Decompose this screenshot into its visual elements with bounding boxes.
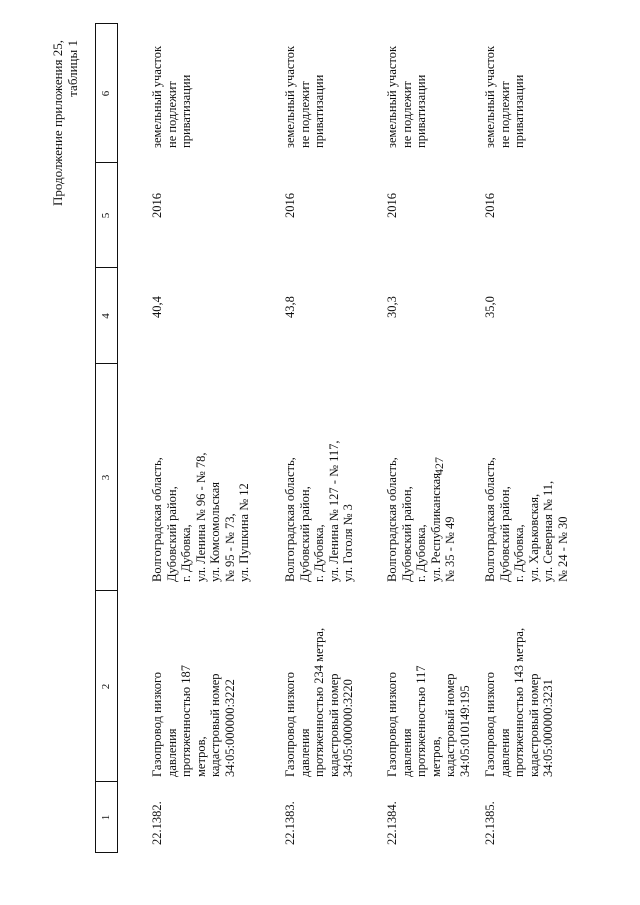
address-line: № 35 - № 49 bbox=[443, 516, 457, 582]
note-line: приватизации bbox=[179, 74, 193, 148]
address-line: № 95 - № 73, bbox=[222, 513, 237, 582]
note-line: земельный участок bbox=[385, 45, 399, 148]
object-name bbox=[283, 622, 356, 777]
continuation-line-2: таблицы 1 bbox=[65, 40, 80, 97]
note-line: земельный участок bbox=[150, 45, 164, 148]
name-line: 34:05:010149:195 bbox=[457, 685, 472, 777]
name-line: 34:05:000000:3222 bbox=[222, 679, 237, 777]
address-line: ул. Гоголя № 3 bbox=[341, 504, 355, 582]
object-address bbox=[283, 367, 356, 582]
object-year: 2016 bbox=[483, 193, 497, 218]
object-value: 35,0 bbox=[483, 296, 497, 318]
name-line: кадастровый номер bbox=[443, 673, 457, 777]
address-line: г. Дубовка, bbox=[179, 524, 193, 582]
note-line: земельный участок bbox=[283, 45, 297, 148]
column-header-4: 4 bbox=[100, 313, 112, 319]
address-line: ул. Республиканская bbox=[428, 473, 443, 582]
note-line: не подлежит bbox=[297, 81, 312, 148]
note-line: приватизации bbox=[512, 74, 526, 148]
object-note bbox=[150, 33, 194, 148]
address-line: Волгоградская область, bbox=[283, 457, 297, 582]
address-line: Волгоградская область, bbox=[150, 457, 164, 582]
address-line: ул. Комсомольская bbox=[208, 481, 222, 582]
name-line: протяженностью 187 метров, bbox=[179, 665, 208, 777]
column-header-5: 5 bbox=[100, 212, 112, 219]
address-line: г. Дубовка, bbox=[512, 524, 526, 582]
object-note bbox=[283, 33, 327, 148]
row-number: 22.1385. bbox=[483, 801, 497, 845]
address-line: Волгоградская область, bbox=[385, 457, 399, 582]
object-name bbox=[483, 622, 556, 777]
name-line: Газопровод низкого давления bbox=[483, 671, 512, 777]
column-header-2: 2 bbox=[100, 683, 112, 690]
name-line: кадастровый номер bbox=[326, 673, 341, 777]
object-value: 40,4 bbox=[150, 296, 164, 318]
object-note bbox=[483, 33, 527, 148]
address-line: ул. Ленина № 127 - № 117, bbox=[326, 440, 341, 582]
name-line: протяженностью 117 метров, bbox=[414, 665, 443, 777]
name-line: 34:05:000000:3231 bbox=[541, 679, 555, 777]
object-year: 2016 bbox=[150, 193, 164, 218]
address-line: Дубовский район, bbox=[399, 486, 414, 582]
address-line: ул. Северная № 11, bbox=[541, 480, 555, 582]
page-number: 427 bbox=[432, 457, 446, 475]
address-line: ул. Харьковская, bbox=[526, 493, 541, 582]
column-header-1: 1 bbox=[100, 814, 112, 821]
name-line: 34:05:000000:3220 bbox=[341, 679, 355, 777]
name-line: Газопровод низкого давления bbox=[385, 671, 414, 777]
column-header-6: 6 bbox=[100, 90, 112, 97]
object-year: 2016 bbox=[385, 193, 399, 218]
note-line: не подлежит bbox=[497, 81, 512, 148]
continuation-line-1: Продолжение приложения 25, bbox=[50, 40, 65, 207]
name-line: кадастровый номер bbox=[208, 673, 222, 777]
table-header-bottom-border bbox=[117, 23, 118, 853]
name-line: протяженностью 234 метра, bbox=[312, 627, 326, 777]
object-name bbox=[385, 622, 472, 777]
address-line: ул. Ленина № 96 - № 78, bbox=[193, 452, 208, 582]
address-line: г. Дубовка, bbox=[312, 524, 326, 582]
address-line: Дубовский район, bbox=[164, 486, 179, 582]
note-line: не подлежит bbox=[164, 81, 179, 148]
note-line: не подлежит bbox=[399, 81, 414, 148]
name-line: Газопровод низкого давления bbox=[150, 671, 179, 777]
note-line: земельный участок bbox=[483, 45, 497, 148]
object-address bbox=[385, 367, 458, 582]
object-note bbox=[385, 33, 429, 148]
address-line: № 24 - № 30 bbox=[555, 516, 570, 582]
object-name bbox=[150, 622, 237, 777]
row-number: 22.1384. bbox=[385, 801, 399, 845]
object-address bbox=[483, 367, 570, 582]
address-line: ул. Пушкина № 12 bbox=[237, 483, 251, 582]
row-number: 22.1383. bbox=[283, 801, 297, 845]
column-header-3: 3 bbox=[100, 474, 112, 481]
address-line: Дубовский район, bbox=[497, 486, 512, 582]
address-line: г. Дубовка, bbox=[414, 524, 428, 582]
object-value: 43,8 bbox=[283, 296, 297, 318]
address-line: Дубовский район, bbox=[297, 486, 312, 582]
name-line: Газопровод низкого давления bbox=[283, 671, 312, 777]
name-line: кадастровый номер bbox=[526, 673, 541, 777]
object-address bbox=[150, 367, 252, 582]
object-year: 2016 bbox=[283, 193, 297, 218]
continuation-heading bbox=[50, 40, 80, 370]
object-value: 30,3 bbox=[385, 296, 399, 318]
address-line: Волгоградская область, bbox=[483, 457, 497, 582]
note-line: приватизации bbox=[414, 74, 428, 148]
name-line: протяженностью 143 метра, bbox=[512, 627, 526, 777]
row-number: 22.1382. bbox=[150, 801, 164, 845]
note-line: приватизации bbox=[312, 74, 326, 148]
